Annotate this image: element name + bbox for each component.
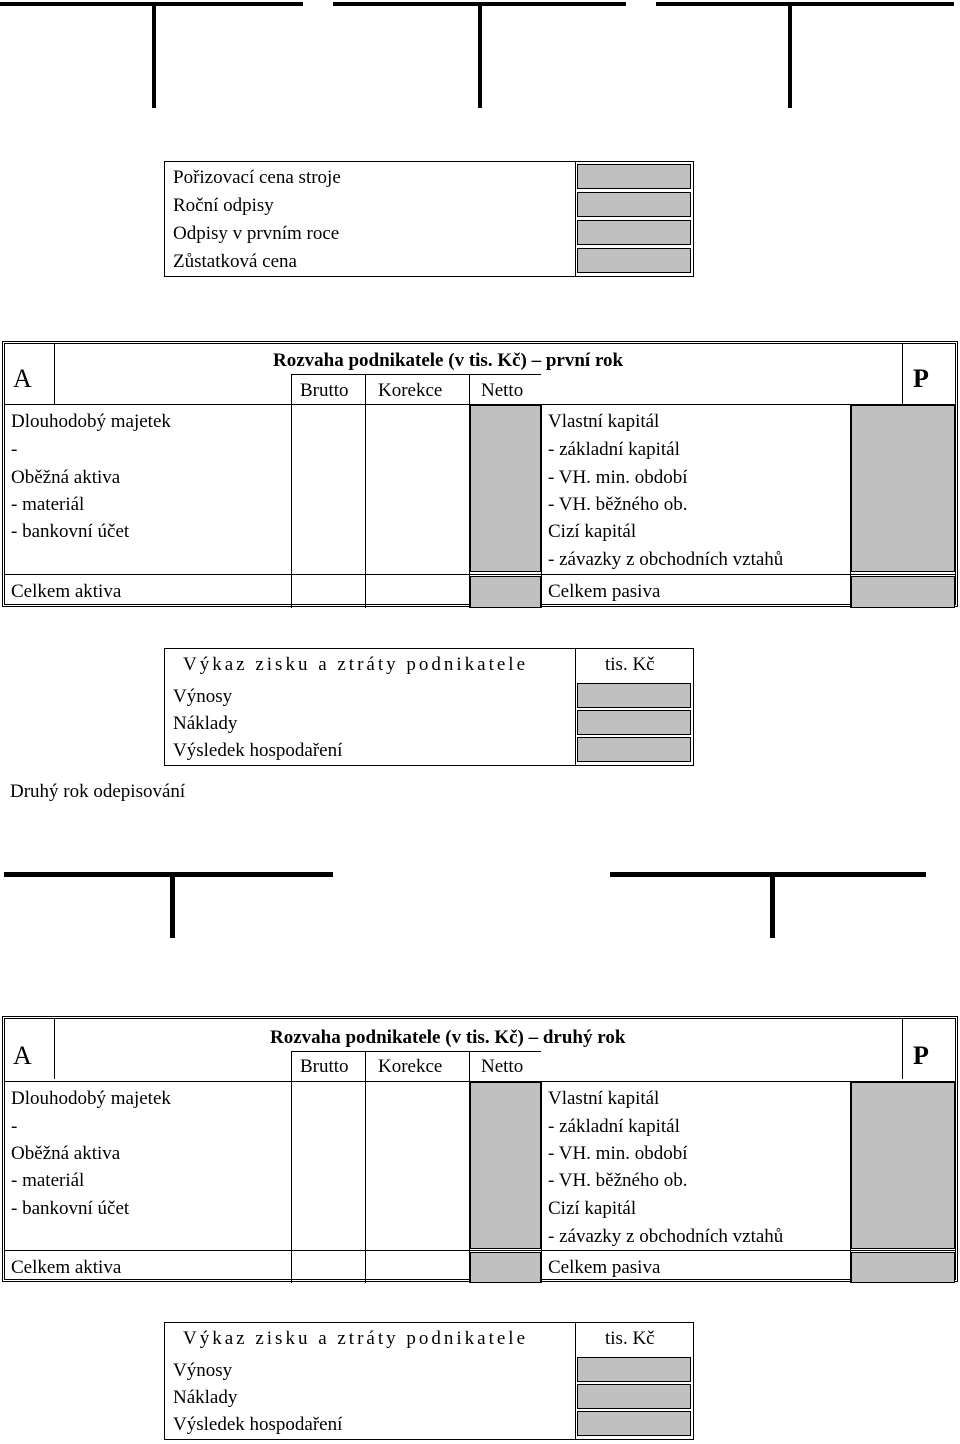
dep-cell-4[interactable]: [577, 248, 691, 273]
income-cell-3-2[interactable]: [577, 1411, 691, 1436]
liab-row-1-2: - základní kapitál: [548, 1116, 680, 1137]
assets-letter: A: [13, 364, 32, 393]
balance-sheet-year-1: [2, 341, 958, 607]
liabilities-letter-2: P: [913, 1041, 929, 1070]
income-cell-2[interactable]: [577, 710, 691, 735]
col-korekce-2: Korekce: [378, 1056, 443, 1077]
liab-row-5: - závazky z obchodních vztahů: [548, 549, 784, 570]
netto-cells[interactable]: [470, 405, 541, 572]
income-result: Výsledek hospodaření: [173, 740, 343, 761]
income-title: Výkaz zisku a ztráty podnikatele: [183, 654, 529, 675]
balance-title-2: Rozvaha podnikatele (v tis. Kč) – druhý rok: [270, 1027, 626, 1048]
asset-row-4: - bankovní účet: [11, 521, 130, 542]
asset-row-1: -: [11, 439, 18, 460]
balance-sheet-year-2: [2, 1016, 958, 1282]
asset-row-3-2: - materiál: [11, 1170, 85, 1191]
asset-row-4-2: - bankovní účet: [11, 1198, 130, 1219]
liab-row-2-2: - VH. min. období: [548, 1143, 688, 1164]
liab-total-2: Celkem pasiva: [548, 1257, 661, 1278]
income-unit: tis. Kč: [605, 654, 655, 675]
income-cell-1-2[interactable]: [577, 1357, 691, 1382]
col-brutto: Brutto: [300, 380, 349, 401]
income-result-2: Výsledek hospodaření: [173, 1414, 343, 1435]
income-revenue-2: Výnosy: [173, 1360, 233, 1381]
asset-total-2: Celkem aktiva: [11, 1257, 122, 1278]
balance-title: Rozvaha podnikatele (v tis. Kč) – první rok: [273, 350, 624, 371]
asset-row-2: Oběžná aktiva: [11, 467, 121, 488]
second-year-label: Druhý rok odepisování: [10, 781, 186, 802]
income-costs: Náklady: [173, 713, 238, 734]
income-unit-2: tis. Kč: [605, 1328, 655, 1349]
income-revenue: Výnosy: [173, 686, 233, 707]
liab-value-cells[interactable]: [851, 405, 955, 572]
income-cell-3[interactable]: [577, 737, 691, 762]
total-liab-cell-2[interactable]: [851, 1252, 955, 1283]
liab-row-5-2: - závazky z obchodních vztahů: [548, 1226, 784, 1247]
netto-cells-2[interactable]: [470, 1082, 541, 1249]
liab-row-3-2: - VH. běžného ob.: [548, 1170, 688, 1191]
dep-row-annual: Roční odpisy: [173, 195, 274, 216]
liab-row-4-2: Cizí kapitál: [548, 1198, 637, 1219]
col-korekce: Korekce: [378, 380, 443, 401]
col-netto: Netto: [481, 380, 524, 401]
liab-row-1: - základní kapitál: [548, 439, 680, 460]
dep-cell-2[interactable]: [577, 192, 691, 217]
liabilities-letter: P: [913, 364, 929, 393]
asset-row-1-2: -: [11, 1116, 18, 1137]
dep-cell-1[interactable]: [577, 164, 691, 189]
dep-row-purchase-price: Pořizovací cena stroje: [173, 167, 341, 188]
total-netto-cell-2[interactable]: [470, 1252, 541, 1283]
liab-row-0: Vlastní kapitál: [548, 411, 660, 432]
income-statement-1: [164, 648, 694, 766]
asset-row-0-2: Dlouhodobý majetek: [11, 1088, 171, 1109]
liab-value-cells-2[interactable]: [851, 1082, 955, 1249]
col-netto-2: Netto: [481, 1056, 524, 1077]
income-title-2: Výkaz zisku a ztráty podnikatele: [183, 1328, 529, 1349]
liab-total: Celkem pasiva: [548, 581, 661, 602]
asset-row-2-2: Oběžná aktiva: [11, 1143, 121, 1164]
dep-cell-3[interactable]: [577, 220, 691, 245]
assets-letter-2: A: [13, 1041, 32, 1070]
depreciation-table: [164, 161, 694, 277]
total-netto-cell[interactable]: [470, 576, 541, 608]
income-cell-1[interactable]: [577, 683, 691, 708]
dep-row-first-year: Odpisy v prvním roce: [173, 223, 340, 244]
total-liab-cell[interactable]: [851, 576, 955, 608]
liab-row-0-2: Vlastní kapitál: [548, 1088, 660, 1109]
income-statement-2: [164, 1322, 694, 1440]
asset-total: Celkem aktiva: [11, 581, 122, 602]
asset-row-0: Dlouhodobý majetek: [11, 411, 171, 432]
liab-row-2: - VH. min. období: [548, 467, 688, 488]
col-brutto-2: Brutto: [300, 1056, 349, 1077]
liab-row-4: Cizí kapitál: [548, 521, 637, 542]
income-costs-2: Náklady: [173, 1387, 238, 1408]
liab-row-3: - VH. běžného ob.: [548, 494, 688, 515]
dep-row-residual: Zůstatková cena: [173, 251, 297, 272]
income-cell-2-2[interactable]: [577, 1384, 691, 1409]
asset-row-3: - materiál: [11, 494, 85, 515]
